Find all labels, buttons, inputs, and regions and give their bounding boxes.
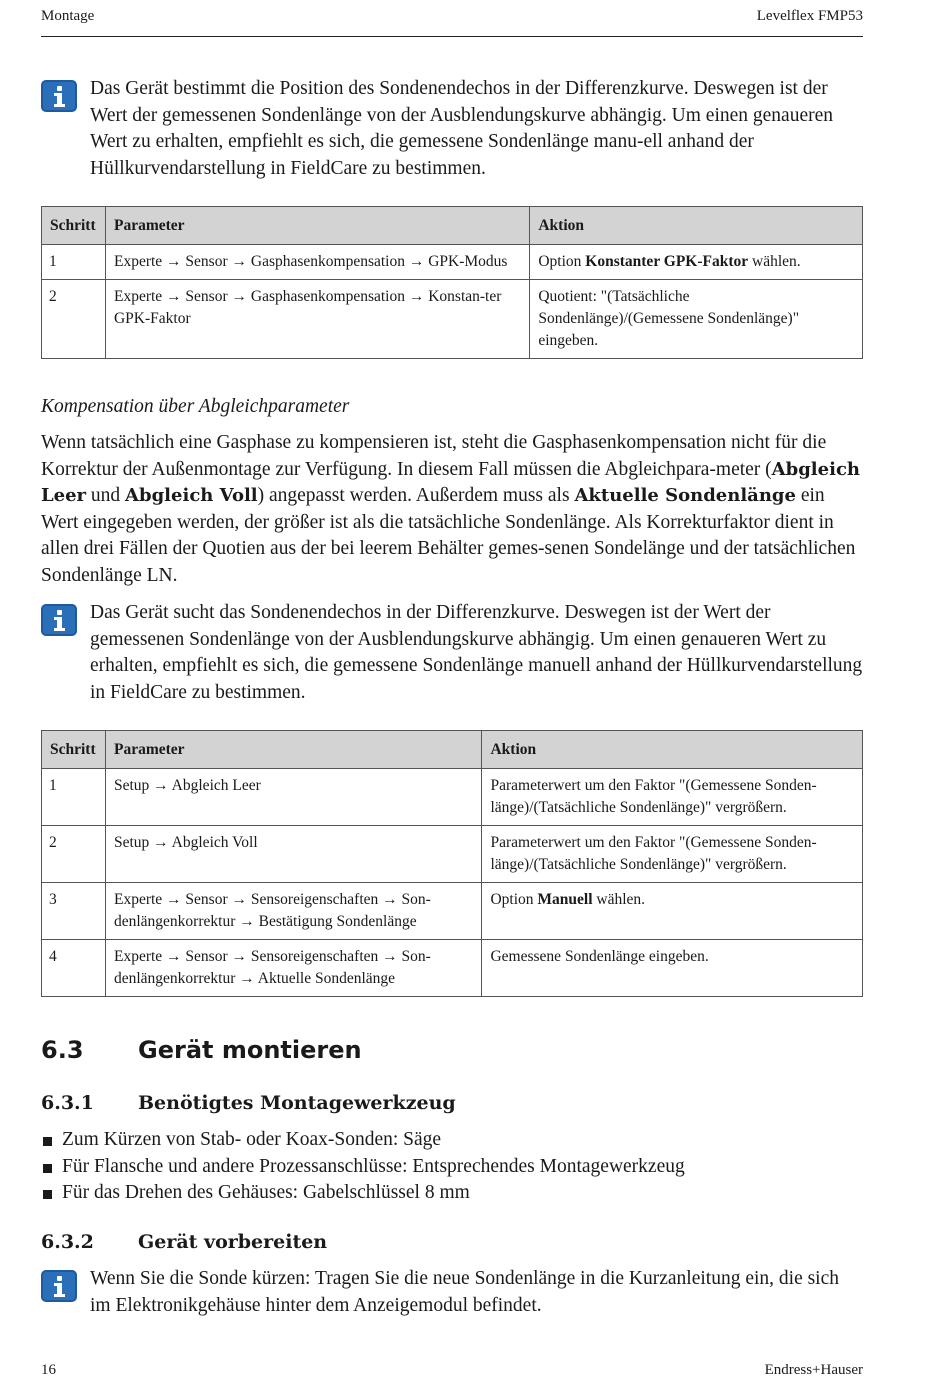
section-heading-6-3-1 <box>41 1092 456 1114</box>
step-number: 2 <box>42 826 106 883</box>
note-text: Das Gerät sucht das Sondenendechos in der Differenzkurve. Deswegen ist der Wert der gemessenen Sondenlänge von der Ausblendungskurve abhängig. Um einen genaueren Wert zu erhalten, empfiehlt es sich, die gemessene Sondenlänge manuell anhand der Hüllkurvendarstellung in FieldCare zu bestimmen. <box>90 602 863 703</box>
column-header-parameter: Parameter <box>105 731 482 769</box>
section-number: 6.3.1 <box>41 1092 94 1114</box>
steps-table-2 <box>41 730 863 997</box>
parameter-path: Experte → Sensor → Sensoreigenschaften → Son-denlängenkorrektur → Bestätigung Sondenlänge <box>105 883 482 940</box>
table-header-row <box>42 731 863 769</box>
table-row <box>42 280 863 359</box>
step-number: 1 <box>42 245 106 280</box>
parameter-path: Experte → Sensor → Sensoreigenschaften → Son-denlängenkorrektur → Aktuelle Sondenlänge <box>105 940 482 997</box>
info-icon <box>41 604 77 636</box>
parameter-path: Experte → Sensor → Gasphasenkompensation → Konstan-ter GPK-Faktor <box>105 280 529 359</box>
step-number: 3 <box>42 883 106 940</box>
info-icon <box>41 80 77 112</box>
section-title: Benötigtes Montagewerkzeug <box>138 1092 456 1114</box>
header-product: Levelflex FMP53 <box>756 8 863 24</box>
body-paragraph: Wenn tatsächlich eine Gasphase zu kompensieren ist, steht die Gasphasenkompensation nicht für die Korrektur der Außenmontage zur Verfügung. In diesem Fall müssen die Abgleichpara-meter (Abgleich Leer und Abgleich Voll) angepasst werden. Außerdem muss als Aktuelle Sondenlänge ein Wert eingegeben werden, der größer ist als die tatsächliche Sondenlänge. Als Korrekturfaktor dient in allen drei Fällen der Quotien aus der bei leerem Behälter gemes-senen Sondelänge und der tatsächlichen Sondenlänge LN. <box>41 432 860 586</box>
subheading: Kompensation über Abgleichparameter <box>41 396 350 417</box>
table-row <box>42 769 863 826</box>
tools-list <box>41 1127 685 1207</box>
footer-brand: Endress+Hauser <box>764 1362 863 1378</box>
action-cell: Parameterwert um den Faktor "(Gemessene Sonden-länge)/(Tatsächliche Sondenlänge)" vergrößern. <box>482 826 863 883</box>
bullet-icon <box>43 1190 52 1199</box>
section-title: Gerät montieren <box>138 1036 362 1064</box>
section-number: 6.3 <box>41 1036 84 1064</box>
note-text: Das Gerät bestimmt die Position des Sondenendechos in der Differenzkurve. Deswegen ist der Wert der gemessenen Sondenlänge von der Ausblendungskurve abhängig. Um einen genaueren Wert zu erhalten, empfiehlt es sich, die gemessene Sondenlänge manu-ell anhand der Hüllkurvendarstellung in FieldCare zu bestimmen. <box>90 78 833 179</box>
step-number: 4 <box>42 940 106 997</box>
section-heading-6-3 <box>41 1036 362 1064</box>
section-heading-6-3-2 <box>41 1231 327 1253</box>
table-row <box>42 940 863 997</box>
page-number: 16 <box>41 1362 56 1378</box>
parameter-path: Experte → Sensor → Gasphasenkompensation → GPK-Modus <box>105 245 529 280</box>
page-header <box>41 6 863 37</box>
info-icon <box>41 1270 77 1302</box>
action-cell: Gemessene Sondenlänge eingeben. <box>482 940 863 997</box>
table-row <box>42 245 863 280</box>
section-title: Gerät vorbereiten <box>138 1231 328 1253</box>
column-header-step: Schritt <box>42 731 106 769</box>
table-row <box>42 826 863 883</box>
step-number: 2 <box>42 280 106 359</box>
step-number: 1 <box>42 769 106 826</box>
bullet-icon <box>43 1164 52 1173</box>
column-header-step: Schritt <box>42 207 106 245</box>
column-header-action: Aktion <box>482 731 863 769</box>
action-cell: Quotient: "(Tatsächliche Sondenlänge)/(Gemessene Sondenlänge)" eingeben. <box>530 280 863 359</box>
action-cell: Option Konstanter GPK-Faktor wählen. <box>530 245 863 280</box>
column-header-action: Aktion <box>530 207 863 245</box>
parameter-path: Setup → Abgleich Voll <box>105 826 482 883</box>
section-number: 6.3.2 <box>41 1231 94 1253</box>
note-text: Wenn Sie die Sonde kürzen: Tragen Sie die neue Sondenlänge in die Kurzanleitung ein, die sich im Elektronikgehäuse hinter dem Anzeigemodul befindet. <box>90 1268 840 1316</box>
page-footer <box>41 1362 863 1379</box>
info-note-1 <box>41 76 863 182</box>
header-section: Montage <box>41 8 95 24</box>
table-row <box>42 883 863 940</box>
action-cell: Parameterwert um den Faktor "(Gemessene Sonden-länge)/(Tatsächliche Sondenlänge)" vergrößern. <box>482 769 863 826</box>
info-note-3 <box>41 1266 863 1319</box>
table-header-row <box>42 207 863 245</box>
column-header-parameter: Parameter <box>105 207 529 245</box>
list-item: Für Flansche und andere Prozessanschlüsse: Entsprechendes Montagewerkzeug <box>41 1154 685 1181</box>
steps-table-1 <box>41 206 863 359</box>
list-item: Für das Drehen des Gehäuses: Gabelschlüssel 8 mm <box>41 1180 685 1207</box>
list-item: Zum Kürzen von Stab- oder Koax-Sonden: Säge <box>41 1127 685 1154</box>
parameter-path: Setup → Abgleich Leer <box>105 769 482 826</box>
info-note-2 <box>41 600 863 706</box>
action-cell: Option Manuell wählen. <box>482 883 863 940</box>
bullet-icon <box>43 1137 52 1146</box>
